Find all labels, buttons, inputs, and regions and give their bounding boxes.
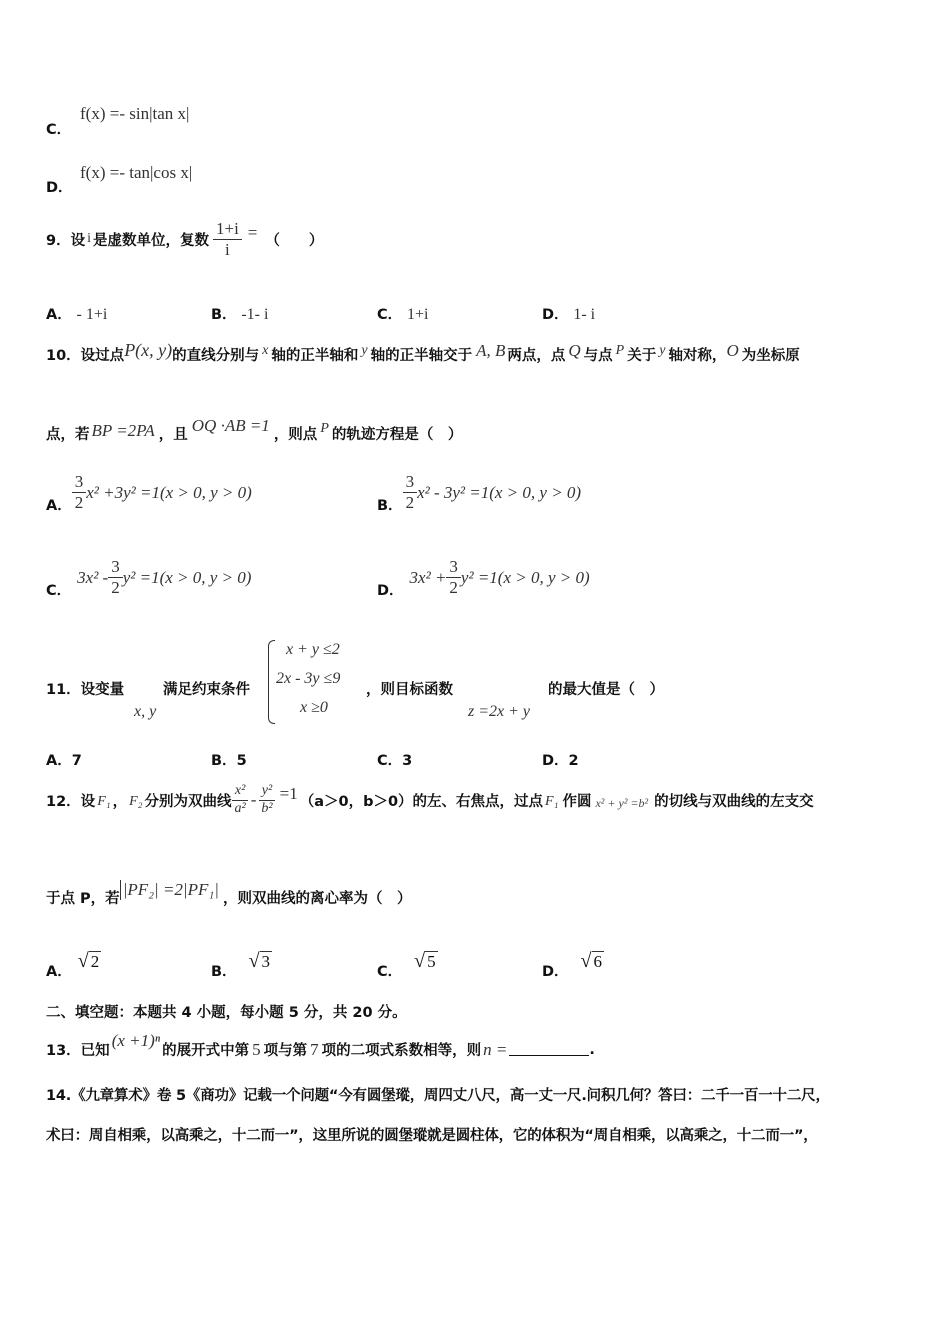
q10-option-b-den: 2 bbox=[405, 493, 415, 512]
q9-imag-unit: i bbox=[87, 231, 91, 247]
q12-option-d-sqrt: √ 6 bbox=[580, 949, 603, 972]
q10-text-3: 轴的正半轴和 bbox=[271, 348, 359, 364]
q10-option-b-frac bbox=[403, 473, 418, 512]
q10-option-c bbox=[46, 555, 251, 600]
q12-line2-b: ，则双曲线的离心率为（ ） bbox=[222, 890, 412, 907]
q13-period: . bbox=[589, 1041, 595, 1058]
q13-text-4: 项的二项式系数相等，则 bbox=[321, 1043, 482, 1059]
q12-option-c-sqrt: √ 5 bbox=[414, 949, 436, 972]
q10-stem-line2 bbox=[46, 416, 462, 450]
q12-option-b-label: B． bbox=[211, 964, 237, 980]
q12-option-c-radicand: 5 bbox=[427, 951, 436, 971]
q10-line2-b: ，且 bbox=[158, 426, 188, 443]
q10-option-b-tail: x² - 3y² =1(x > 0, y > 0) bbox=[417, 482, 582, 502]
q12-text-3: 作圆 bbox=[562, 793, 592, 810]
q13-answer-blank[interactable] bbox=[509, 1041, 589, 1056]
q12-option-a-label: A． bbox=[46, 964, 72, 980]
q11-option-a bbox=[46, 749, 82, 770]
q10-option-d-label: D． bbox=[377, 583, 404, 599]
q12-frac-b-num: y² bbox=[259, 784, 275, 801]
q13-text-1: 13．已知 bbox=[46, 1043, 110, 1059]
q10-p: P bbox=[615, 342, 625, 358]
q12-option-b bbox=[211, 942, 272, 981]
q13-n: n = bbox=[483, 1039, 508, 1059]
q8-option-d-formula: f(x) =- tan|cos x| bbox=[80, 163, 193, 182]
q12-circle: x² + y² =b² bbox=[595, 795, 649, 810]
q10-p2: P bbox=[320, 421, 329, 436]
q9-frac-den: i bbox=[225, 239, 230, 259]
q12-frac-b-den: b² bbox=[261, 800, 273, 816]
q9-prefix: 9．设 bbox=[46, 232, 86, 249]
q12-frac-a-num: x² bbox=[232, 784, 248, 801]
q11-text-3: ，则目标函数 bbox=[366, 682, 453, 698]
q12-text-2: 分别为双曲线 bbox=[144, 793, 232, 810]
q10-o: O bbox=[726, 340, 739, 360]
q12-f1: F₁ bbox=[97, 794, 111, 810]
q12-line2-a: 于点 P，若 bbox=[46, 890, 120, 907]
q13-text-3: 项与第 bbox=[263, 1043, 308, 1059]
q11-option-a-label: A． bbox=[46, 753, 72, 769]
q12-minus: - bbox=[250, 790, 257, 810]
q9-paren: （ ） bbox=[265, 232, 324, 249]
q12-option-d-label: D． bbox=[542, 964, 569, 980]
q10-option-c-tail: y² =1(x > 0, y > 0) bbox=[122, 567, 252, 587]
q10-option-a-num: 3 bbox=[72, 473, 87, 493]
q10-text-4: 轴的正半轴交于 bbox=[370, 348, 473, 364]
q10-point-p: P(x, y) bbox=[124, 340, 173, 360]
q11-constraint-1: x + y ≤2 bbox=[286, 641, 340, 658]
q10-bp: BP =2PA bbox=[91, 421, 155, 440]
q10-option-a-tail: x² +3y² =1(x > 0, y > 0) bbox=[86, 482, 252, 502]
q9-option-d-label: D． bbox=[542, 307, 569, 323]
q12-option-c bbox=[377, 942, 438, 981]
q9-equals: = bbox=[247, 223, 258, 243]
q9-option-b bbox=[211, 303, 268, 324]
q10-option-b-label: B． bbox=[377, 498, 403, 514]
q10-option-c-label: C． bbox=[46, 583, 72, 599]
q11-objective: z =2x + y bbox=[468, 703, 531, 720]
q11-constraint-3: x ≥0 bbox=[300, 699, 328, 716]
q9-option-c-label: C． bbox=[377, 307, 403, 323]
q10-option-a bbox=[46, 470, 252, 515]
q10-stem-line1 bbox=[46, 340, 800, 369]
q10-y2: y bbox=[659, 342, 666, 358]
q10-line2-a: 点，若 bbox=[46, 426, 90, 443]
q10-text-2: 的直线分别与 bbox=[172, 348, 260, 364]
q10-option-c-lead: 3x² - bbox=[77, 567, 109, 587]
q11-text-4: 的最大值是（ ） bbox=[548, 682, 664, 698]
q11-option-d-label: D． bbox=[542, 753, 569, 769]
q12-option-c-label: C． bbox=[377, 964, 403, 980]
q12-pf: |PF₂| =2|PF₁| bbox=[120, 880, 221, 900]
q10-y: y bbox=[361, 342, 368, 358]
q12-frac-b bbox=[258, 784, 275, 816]
q10-option-c-num: 3 bbox=[108, 558, 123, 578]
q11-option-b-label: B． bbox=[211, 753, 237, 769]
q9-option-c-value: 1+i bbox=[406, 306, 429, 323]
q11-option-c-value: 3 bbox=[402, 753, 413, 769]
q9-option-c bbox=[377, 303, 428, 324]
q10-option-c-frac bbox=[108, 558, 123, 597]
q12-frac-a-den: a² bbox=[234, 800, 246, 816]
q10-option-a-label: A． bbox=[46, 498, 72, 514]
q12-comma: ， bbox=[112, 793, 128, 810]
q10-option-d-den: 2 bbox=[449, 578, 458, 597]
q11-text-1: 11．设变量 bbox=[46, 682, 125, 698]
q12-condition: （a＞0，b＞0）的左、右焦点，过点 bbox=[299, 793, 544, 810]
q10-option-a-frac bbox=[72, 473, 87, 512]
q14-line2: 术曰：周自相乘，以高乘之，十二而一”，这里所说的圆堡瑽就是圆柱体，它的体积为“周自相乘，以高乘之，十二而一”， bbox=[46, 1128, 818, 1144]
q10-text-1: 10．设过点 bbox=[46, 348, 125, 364]
q10-line2-d: 的轨迹方程是（ ） bbox=[331, 426, 463, 443]
q10-option-d-num: 3 bbox=[446, 558, 461, 578]
q9-option-b-label: B． bbox=[211, 307, 237, 323]
q12-option-b-radicand: 3 bbox=[261, 951, 271, 971]
q12-option-a-radicand: 2 bbox=[90, 951, 100, 971]
q11-brace bbox=[268, 640, 275, 724]
q11-option-c-label: C． bbox=[377, 753, 403, 769]
q10-option-b-num: 3 bbox=[403, 473, 418, 493]
q10-ab: A, B bbox=[476, 340, 506, 360]
q12-text-1: 12．设 bbox=[46, 793, 96, 810]
q10-option-d bbox=[377, 555, 590, 600]
q12-option-b-sqrt: √ 3 bbox=[248, 949, 271, 972]
q13-text-2: 的展开式中第 bbox=[162, 1043, 250, 1059]
q9-mid: 是虚数单位，复数 bbox=[92, 232, 209, 249]
q10-oqab: OQ ·AB =1 bbox=[191, 416, 270, 435]
q8-option-d-label: D． bbox=[46, 180, 73, 196]
q11-option-d-value: 2 bbox=[568, 753, 579, 769]
q9-option-a-value: - 1+i bbox=[76, 306, 108, 323]
q9-option-a-label: A． bbox=[46, 307, 72, 323]
q10-x: x bbox=[262, 342, 269, 358]
q9-option-d-value: 1- i bbox=[573, 306, 596, 323]
q9-option-d bbox=[542, 303, 595, 324]
q11-option-a-value: 7 bbox=[71, 753, 82, 769]
q12-option-a-sqrt: √ 2 bbox=[77, 949, 100, 972]
q12-f1b: F₁ bbox=[545, 794, 559, 810]
q13-five: 5 bbox=[252, 1039, 261, 1059]
q9-option-a bbox=[46, 303, 107, 324]
q10-text-9: 为坐标原 bbox=[741, 348, 800, 364]
q13-expr: (x +1)ⁿ bbox=[111, 1030, 161, 1050]
q10-text-6: 与点 bbox=[583, 348, 613, 364]
q12-text-4: 的切线与双曲线的左支交 bbox=[654, 793, 814, 810]
q11-option-c bbox=[377, 749, 412, 770]
q12-option-d bbox=[542, 942, 604, 981]
q11-constraint-2: 2x - 3y ≤9 bbox=[276, 670, 341, 687]
q9-fraction bbox=[213, 220, 242, 259]
q13-stem bbox=[46, 1025, 595, 1060]
q10-line2-c: ，则点 bbox=[273, 426, 318, 443]
q9-stem bbox=[46, 220, 323, 259]
q10-option-d-frac bbox=[446, 558, 461, 597]
q9-frac-num: 1+i bbox=[213, 220, 242, 240]
q9-option-b-value: -1- i bbox=[241, 306, 269, 323]
q10-option-b bbox=[377, 470, 581, 515]
q10-text-5: 两点，点 bbox=[507, 348, 566, 364]
q8-option-c-formula: f(x) =- sin|tan x| bbox=[80, 104, 190, 123]
q10-option-a-den: 2 bbox=[74, 493, 84, 512]
q12-stem-line1 bbox=[46, 784, 814, 816]
q11-option-b-value: 5 bbox=[236, 753, 247, 769]
q10-option-d-tail: y² =1(x > 0, y > 0) bbox=[460, 567, 590, 587]
q10-q: Q bbox=[568, 340, 581, 360]
q11-option-d bbox=[542, 749, 579, 770]
q10-text-7: 关于 bbox=[627, 348, 657, 364]
q10-option-d-lead: 3x² + bbox=[409, 567, 447, 587]
q12-option-d-radicand: 6 bbox=[593, 951, 603, 971]
q12-f2: F₂ bbox=[129, 794, 143, 810]
q10-text-8: 轴对称， bbox=[668, 348, 727, 364]
section-heading: 二、填空题：本题共 4 小题，每小题 5 分，共 20 分。 bbox=[46, 1005, 407, 1021]
q12-eq1: =1 bbox=[279, 784, 298, 804]
q12-stem-line2 bbox=[46, 880, 411, 914]
q12-option-a bbox=[46, 942, 101, 981]
q11-text-2: 满足约束条件 bbox=[163, 682, 250, 698]
q8-option-c-label: C． bbox=[46, 122, 72, 138]
q11-vars: x, y bbox=[134, 703, 157, 720]
q10-option-c-den: 2 bbox=[111, 578, 120, 597]
q11-option-b bbox=[211, 749, 247, 770]
q14-line1: 14.《九章算术》卷 5《商功》记载一个问题“今有圆堡瑽，周四丈八尺，高一丈一尺.问积几何？答曰：二千一百一十二尺， bbox=[46, 1088, 830, 1104]
q13-seven: 7 bbox=[310, 1039, 319, 1059]
q12-frac-a bbox=[232, 784, 249, 816]
